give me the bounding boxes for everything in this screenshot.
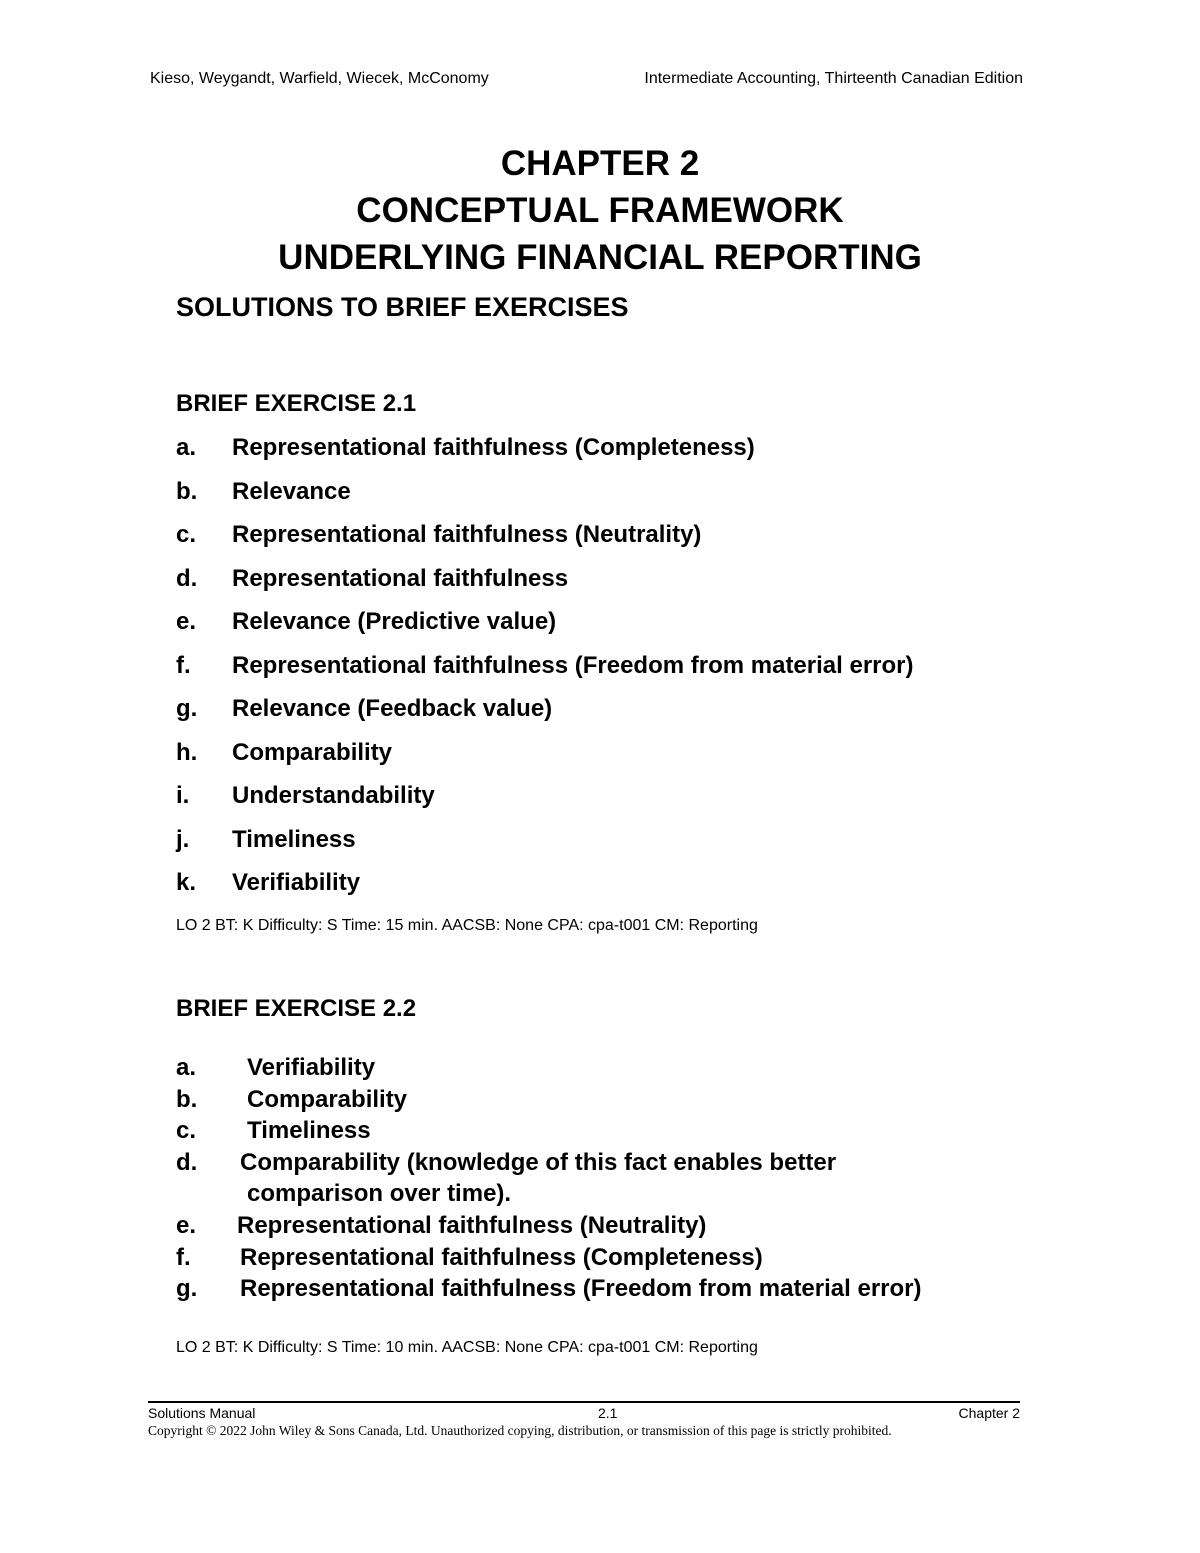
list-item xyxy=(176,604,914,648)
list-item xyxy=(176,430,914,474)
item-text: Representational faithfulness (Neutrality) xyxy=(237,1211,707,1239)
item-text: Relevance xyxy=(232,477,351,505)
footer-page-number: 2.1 xyxy=(598,1405,618,1421)
item-text: Relevance (Predictive value) xyxy=(232,608,557,635)
list-item xyxy=(176,865,914,909)
footer-chapter-label: Chapter 2 xyxy=(958,1405,1020,1421)
item-letter: e. xyxy=(176,1211,197,1239)
list-item xyxy=(176,1115,922,1147)
exercise-2-answer-list xyxy=(176,1052,922,1305)
list-item xyxy=(176,735,914,779)
item-letter: b. xyxy=(176,477,198,505)
item-letter: i. xyxy=(176,782,190,809)
item-text-line-2: comparison over time). xyxy=(247,1180,512,1208)
footer-copyright: Copyright © 2022 John Wiley & Sons Canada, Ltd. Unauthorized copying, distribution, or transmission of this page is strictly prohibited. xyxy=(148,1423,892,1438)
item-letter: b. xyxy=(176,1085,198,1113)
header-book-title: Intermediate Accounting, Thirteenth Canadian Edition xyxy=(644,70,1023,87)
item-text: Verifiability xyxy=(232,869,361,896)
list-item xyxy=(176,778,914,822)
item-text: Comparability xyxy=(247,1085,408,1113)
item-letter: f. xyxy=(176,651,191,679)
list-item xyxy=(176,1052,922,1084)
item-letter: e. xyxy=(176,608,197,635)
item-text: Timeliness xyxy=(247,1117,371,1145)
header-authors: Kieso, Weygandt, Warfield, Wiecek, McConomy xyxy=(150,70,489,87)
item-letter: d. xyxy=(176,564,198,592)
chapter-number: CHAPTER 2 xyxy=(500,144,700,183)
item-text: Understandability xyxy=(232,782,435,809)
list-item xyxy=(176,1273,922,1305)
item-letter: g. xyxy=(176,695,198,722)
item-letter: c. xyxy=(176,1117,197,1145)
exercise-1-answer-list xyxy=(176,430,914,909)
item-text-multiline xyxy=(240,1147,836,1210)
chapter-name-line-2: UNDERLYING FINANCIAL REPORTING xyxy=(278,238,922,277)
list-item xyxy=(176,1242,922,1274)
exercise-2-title: BRIEF EXERCISE 2.2 xyxy=(176,995,417,1022)
list-item xyxy=(176,691,914,735)
item-letter: d. xyxy=(176,1148,198,1176)
chapter-title xyxy=(0,140,1200,281)
item-text: Representational faithfulness (Freedom from material error) xyxy=(232,651,914,679)
item-letter: k. xyxy=(176,869,197,896)
item-text: Comparability xyxy=(232,738,393,766)
item-letter: a. xyxy=(176,434,197,461)
footer-manual-label: Solutions Manual xyxy=(148,1405,256,1421)
list-item xyxy=(176,1210,922,1242)
item-text: Verifiability xyxy=(247,1054,376,1081)
item-text: Representational faithfulness (Completeness) xyxy=(240,1243,763,1271)
item-text: Timeliness xyxy=(232,825,356,853)
item-letter: f. xyxy=(176,1243,191,1271)
footer-divider xyxy=(148,1401,1020,1403)
list-item xyxy=(176,1147,922,1210)
item-text: Representational faithfulness (Freedom from material error) xyxy=(240,1275,922,1303)
list-item xyxy=(176,474,914,518)
item-letter: h. xyxy=(176,738,198,766)
item-text: Relevance (Feedback value) xyxy=(232,695,553,722)
page-footer xyxy=(148,1405,1020,1439)
list-item xyxy=(176,561,914,605)
list-item xyxy=(176,517,914,561)
list-item xyxy=(176,822,914,866)
exercise-1-title: BRIEF EXERCISE 2.1 xyxy=(176,390,417,417)
item-letter: a. xyxy=(176,1054,197,1081)
exercise-2-metadata: LO 2 BT: K Difficulty: S Time: 10 min. AACSB: None CPA: cpa-t001 CM: Reporting xyxy=(176,1339,758,1356)
list-item xyxy=(176,1084,922,1116)
item-text: Representational faithfulness (Completeness) xyxy=(232,434,755,461)
chapter-name-line-1: CONCEPTUAL FRAMEWORK xyxy=(356,191,844,230)
running-header xyxy=(150,70,1023,92)
item-text-line-1: Comparability (knowledge of this fact enables better xyxy=(240,1148,837,1176)
exercise-1-metadata: LO 2 BT: K Difficulty: S Time: 15 min. AACSB: None CPA: cpa-t001 CM: Reporting xyxy=(176,917,758,934)
list-item xyxy=(176,648,914,692)
item-text: Representational faithfulness xyxy=(232,564,569,592)
item-letter: g. xyxy=(176,1275,198,1303)
section-heading: SOLUTIONS TO BRIEF EXERCISES xyxy=(176,292,629,322)
item-letter: j. xyxy=(176,825,190,853)
item-text: Representational faithfulness (Neutrality) xyxy=(232,521,702,548)
item-letter: c. xyxy=(176,521,197,548)
